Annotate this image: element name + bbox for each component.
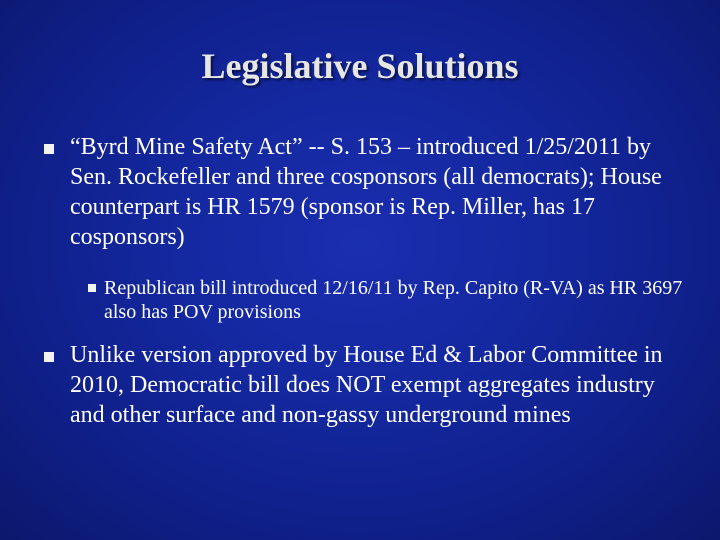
- sub-bullet-text: Republican bill introduced 12/16/11 by Rep. Capito (R-VA) as HR 3697 also has POV provisions: [104, 277, 683, 323]
- square-bullet-icon: [44, 352, 54, 362]
- bullet-text: Unlike version approved by House Ed & Labor Committee in 2010, Democratic bill does NOT exempt aggregates industry and other surface and non-gassy underground mines: [70, 342, 663, 428]
- bullet-text: “Byrd Mine Safety Act” -- S. 153 – introduced 1/25/2011 by Sen. Rockefeller and three cosponsors (all democrats); House counterpart is HR 1579 (sponsor is Rep. Miller, has 17 cosponsors): [70, 134, 662, 250]
- square-bullet-icon: [44, 144, 54, 154]
- sub-bullet-item-republican-bill: [88, 276, 688, 324]
- bullet-item-exemption: [44, 340, 694, 430]
- square-bullet-icon: [88, 284, 96, 292]
- bullet-item-byrd-act: [44, 132, 694, 252]
- slide-title: Legislative Solutions: [201, 46, 519, 86]
